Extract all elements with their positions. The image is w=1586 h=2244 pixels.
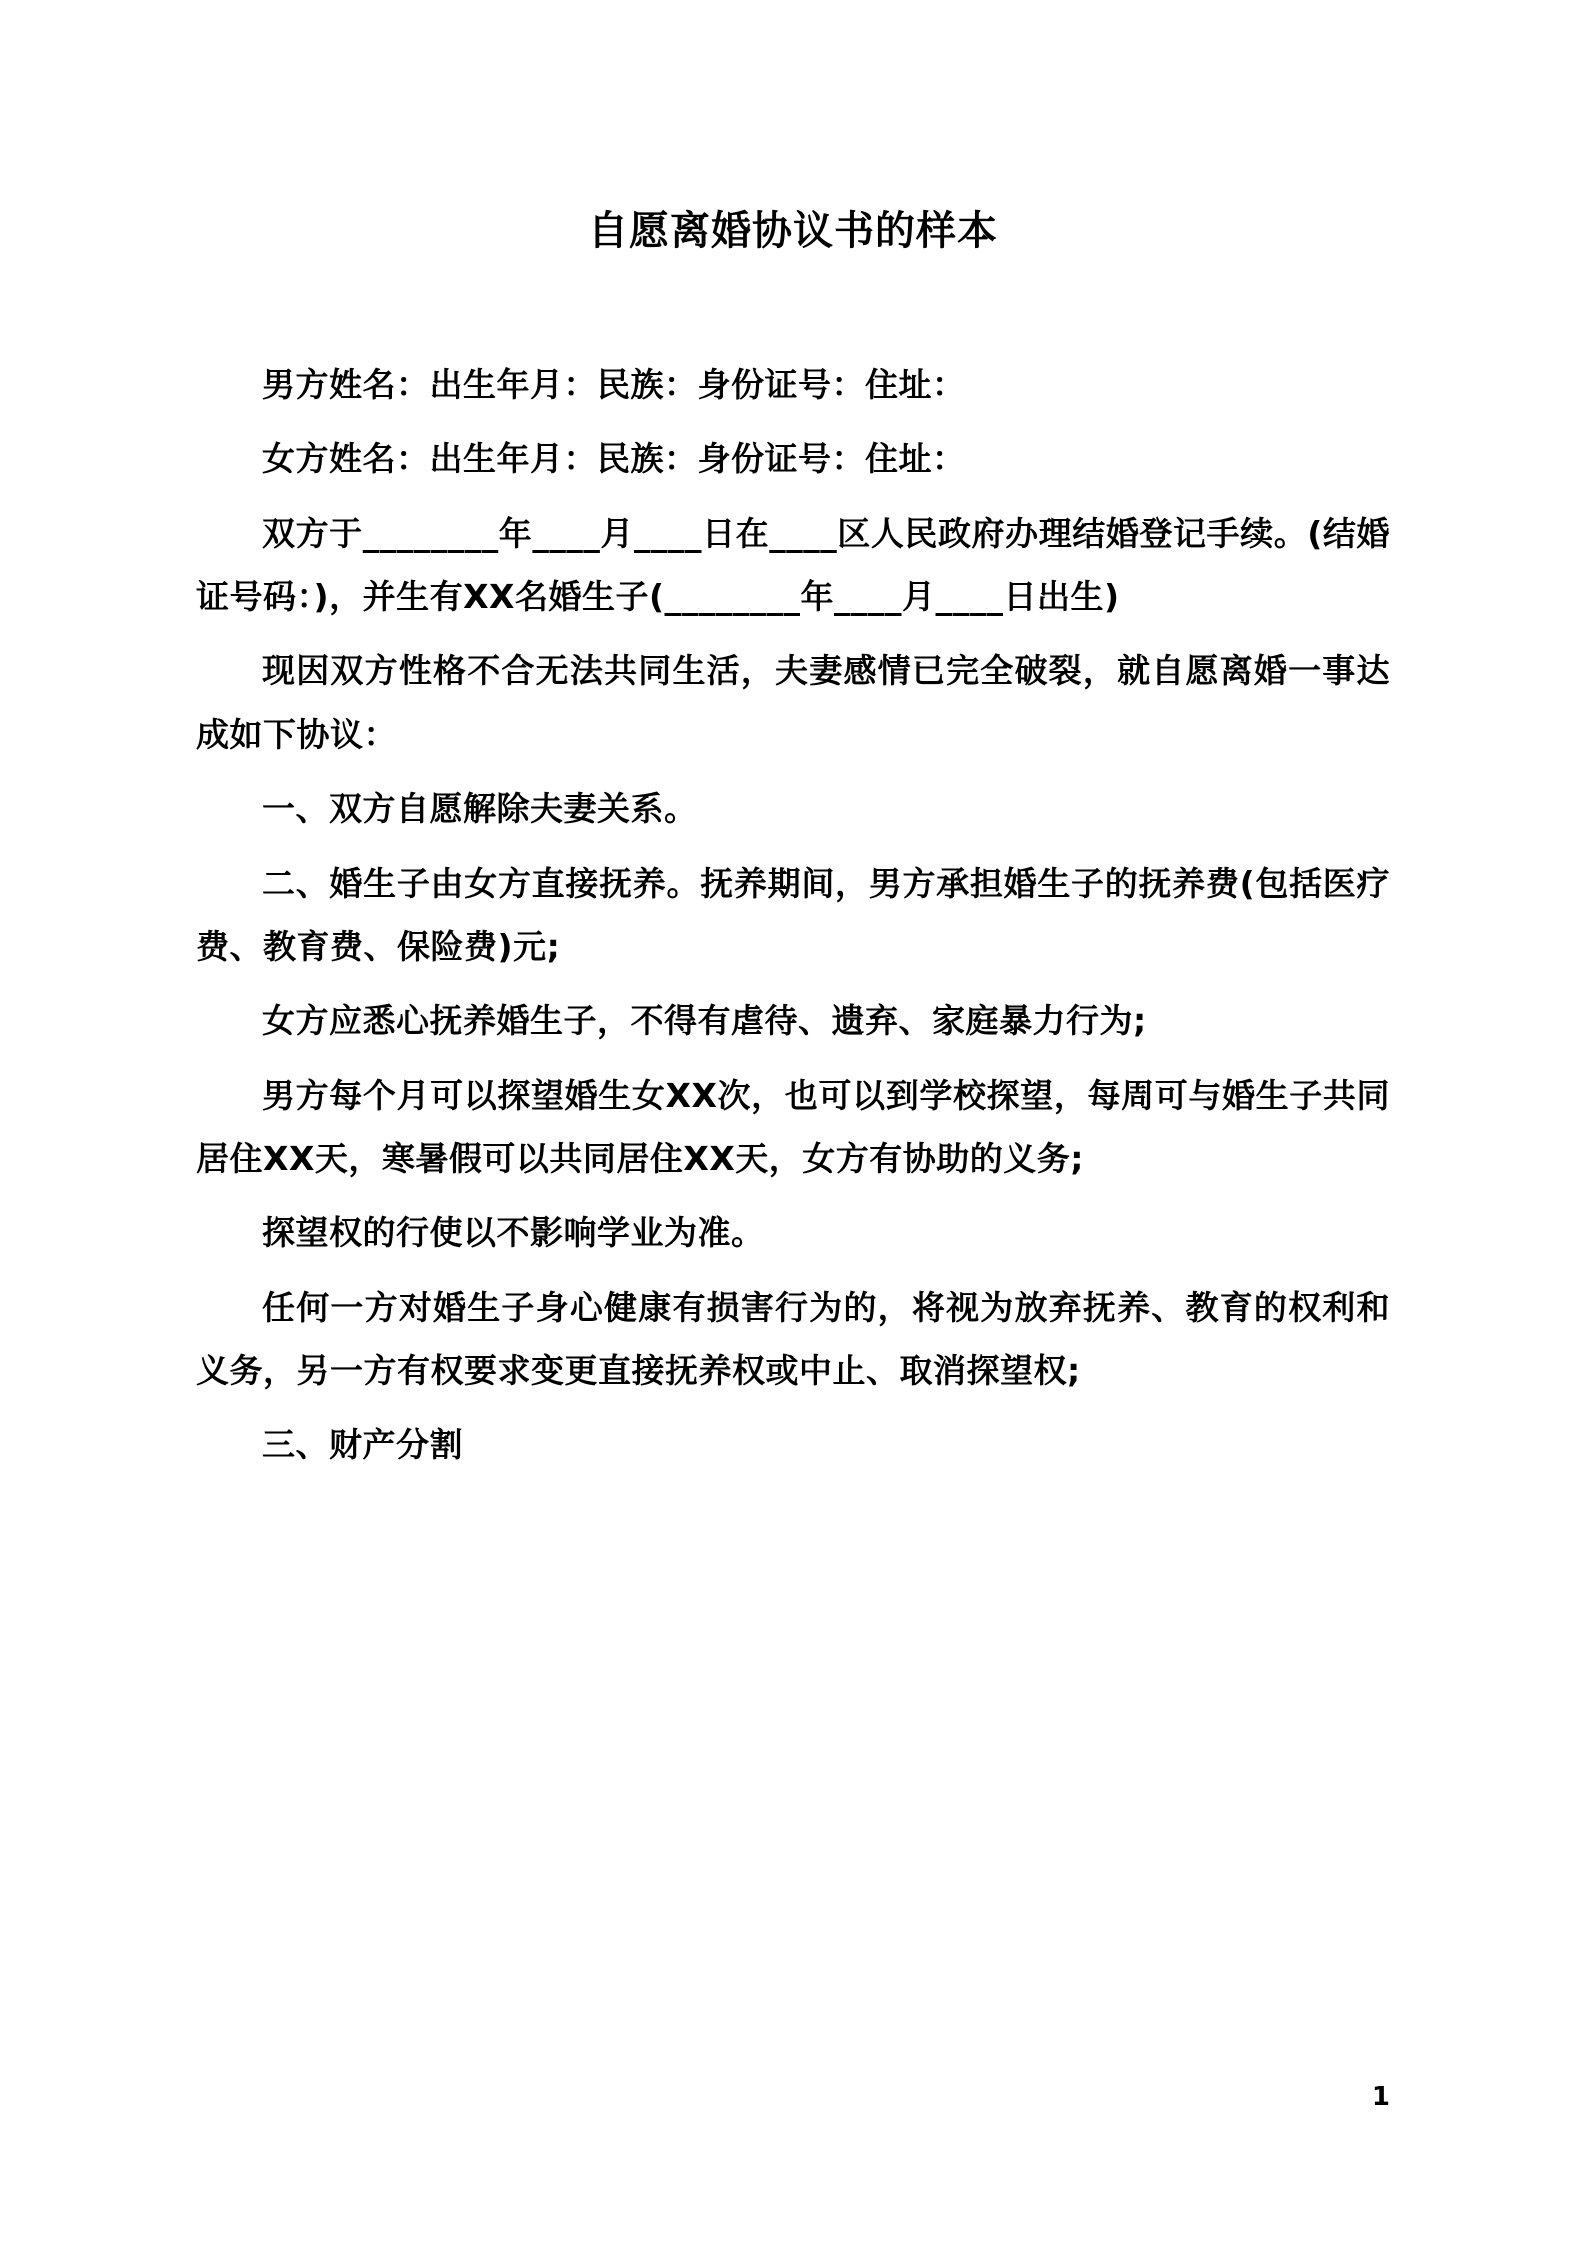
paragraph-harm-consequences: 任何一方对婚生子身心健康有损害行为的，将视为放弃抚养、教育的权利和义务，另一方有权要求变更直接抚养权或中止、取消探望权; (196, 1287, 1390, 1391)
paragraph-custody-duty: 女方应悉心抚养婚生子，不得有虐待、遗弃、家庭暴力行为; (262, 1001, 1147, 1041)
paragraph-clause-three: 三、财产分割 (262, 1425, 463, 1465)
paragraph-male-party-info: 男方姓名：出生年月：民族：身份证号：住址： (262, 365, 966, 404)
paragraph-visitation-rights: 男方每个月可以探望婚生女XX次，也可以到学校探望，每周可与婚生子共同居住XX天，寒暑假可以共同居住XX天，女方有协助的义务; (196, 1075, 1390, 1178)
paragraph-visitation-condition: 探望权的行使以不影响学业为准。 (262, 1213, 765, 1253)
page-number: 1 (1371, 2082, 1390, 2112)
page-title: 自愿离婚协议书的样本 (588, 208, 998, 254)
paragraph-clause-two: 二、婚生子由女方直接抚养。抚养期间，男方承担婚生子的抚养费(包括医疗费、教育费、保险费)元; (196, 863, 1390, 966)
paragraph-female-party-info: 女方姓名：出生年月：民族：身份证号：住址： (262, 439, 966, 479)
paragraph-marriage-registration: 双方于________年____月____日在____区人民政府办理结婚登记手续。(结婚证号码：)，并生有XX名婚生子(________年____月____日出生) (196, 513, 1390, 617)
document-body (0, 353, 1586, 1477)
paragraph-clause-one: 一、双方自愿解除夫妻关系。 (262, 789, 698, 829)
paragraph-reason-for-divorce: 现因双方性格不合无法共同生活，夫妻感情已完全破裂，就自愿离婚一事达成如下协议： (196, 651, 1390, 754)
